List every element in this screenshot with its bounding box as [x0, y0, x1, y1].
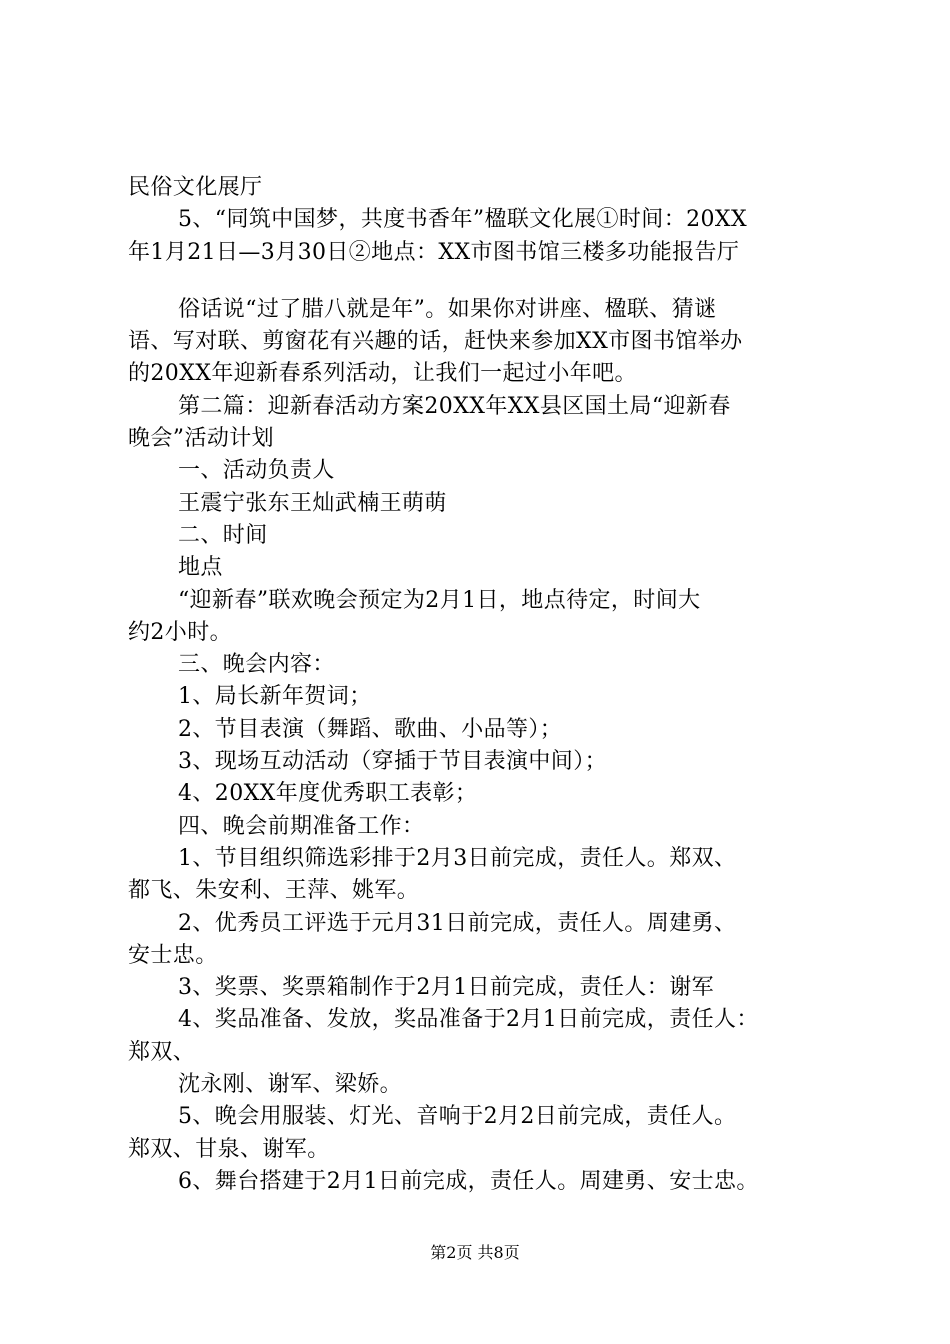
- text-line: 民俗文化展厅: [128, 175, 263, 200]
- text-line: 地点: [178, 555, 223, 581]
- text-line: 5、晚会用服装、灯光、音响于2月2日前完成，责任人。: [178, 1104, 737, 1130]
- paragraph-gap: [128, 269, 850, 294]
- text-line: 语、写对联、剪窗花有兴趣的话，赶快来参加XX市图书馆举办: [128, 329, 743, 355]
- page-footer: 第2页 共8页: [430, 1243, 520, 1262]
- text-line: 4、奖品准备、发放，奖品准备于2月1日前完成，责任人：: [178, 1007, 759, 1033]
- text-line: 郑双、甘泉、谢军。: [128, 1136, 330, 1162]
- text-line: 郑双、: [128, 1039, 196, 1065]
- text-line: 三、晚会内容：: [178, 652, 335, 678]
- text-line: 晚会”活动计划: [128, 426, 275, 452]
- text-line: 的20XX年迎新春系列活动，让我们一起过小年吧。: [128, 361, 637, 387]
- text-line: 年1月21日—3月30日②地点：XX市图书馆三楼多功能报告厅: [128, 239, 740, 265]
- text-line: “迎新春”联欢晚会预定为2月1日，地点待定，时间大: [178, 587, 701, 613]
- text-line: 沈永刚、谢军、梁娇。: [178, 1072, 403, 1098]
- text-line: 4、20XX年度优秀职工表彰；: [178, 781, 478, 807]
- text-line: 3、现场互动活动（穿插于节目表演中间）；: [178, 749, 607, 775]
- text-line: 约2小时。: [128, 619, 232, 645]
- text-line: 3、奖票、奖票箱制作于2月1日前完成，责任人：谢军: [178, 975, 714, 1001]
- text-line: 1、节目组织筛选彩排于2月3日前完成，责任人。郑双、: [178, 845, 737, 871]
- text-line: 四、晚会前期准备工作：: [178, 813, 425, 839]
- text-line: 1、局长新年贺词；: [178, 684, 372, 710]
- text-line: 2、优秀员工评选于元月31日前完成，责任人。周建勇、: [178, 910, 737, 936]
- text-line: 5、“同筑中国梦，共度书香年”楹联文化展①时间：20XX: [178, 207, 748, 233]
- text-line: 6、舞台搭建于2月1日前完成，责任人。周建勇、安士忠。: [178, 1168, 759, 1194]
- text-line: 王震宁张东王灿武楠王萌萌: [178, 490, 447, 516]
- text-line: 俗话说“过了腊八就是年”。如果你对讲座、楹联、猜谜: [178, 296, 717, 322]
- text-line: 都飞、朱安利、王萍、姚军。: [128, 878, 420, 904]
- text-line: 一、活动负责人: [178, 458, 335, 484]
- text-line: 安士忠。: [128, 942, 218, 968]
- section-heading: 第二篇：迎新春活动方案20XX年XX县区国土局“迎新春: [178, 393, 731, 419]
- text-line: 二、时间: [178, 522, 268, 548]
- text-line: 2、节目表演（舞蹈、歌曲、小品等）；: [178, 716, 563, 742]
- document-body: [128, 172, 850, 1198]
